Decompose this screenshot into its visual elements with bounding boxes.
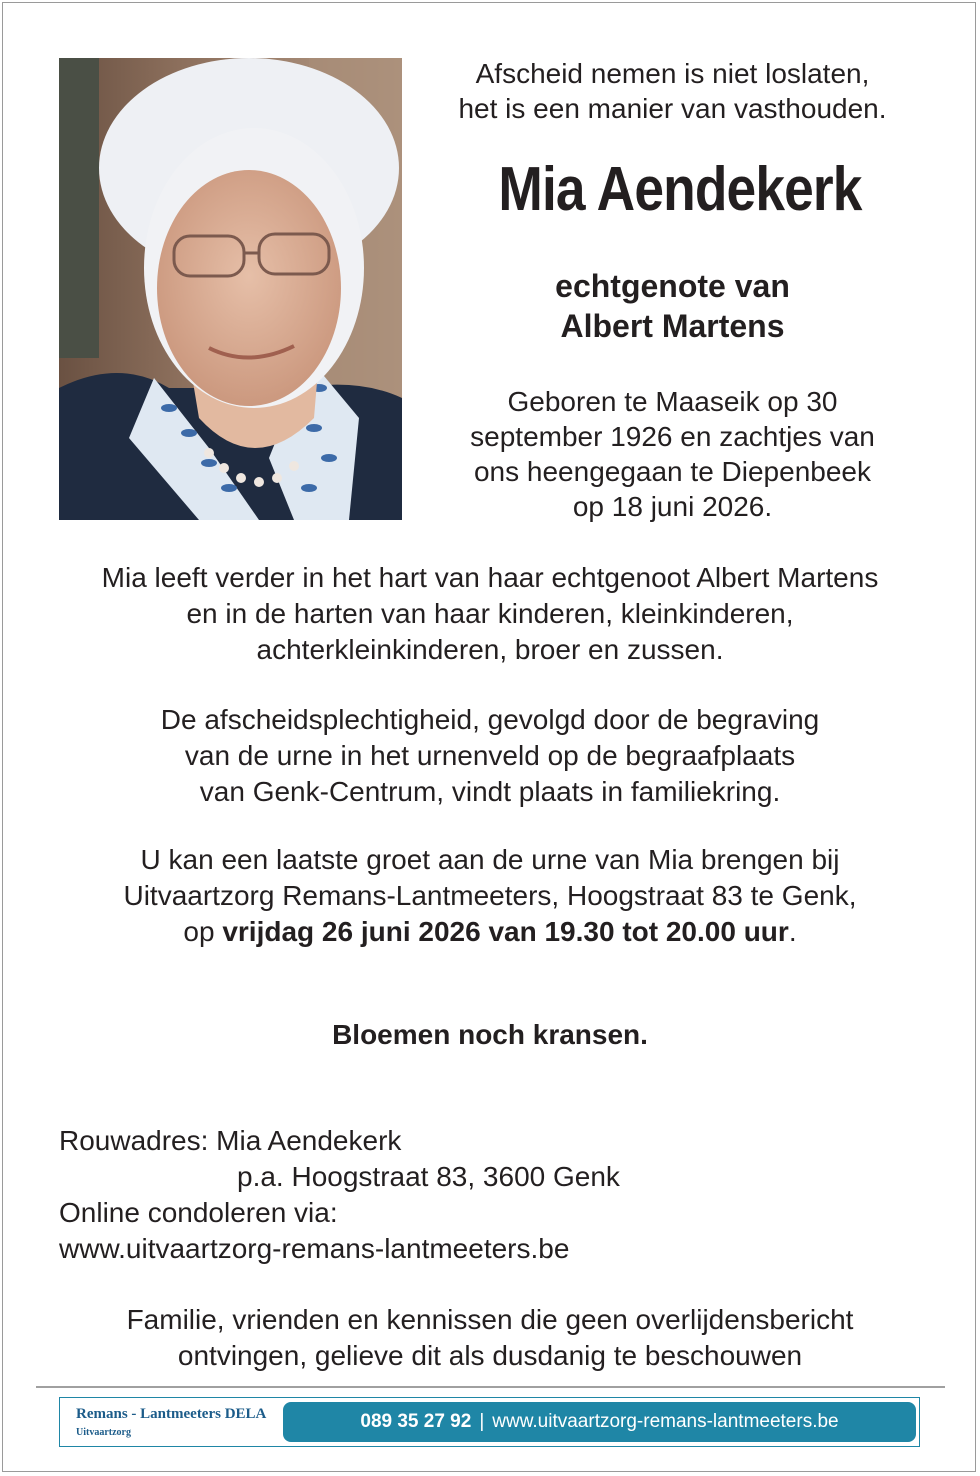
paragraph-line: De afscheidsplechtigheid, gevolgd door de begraving: [160, 704, 820, 735]
spouse-relation: echtgenote van: [555, 268, 790, 304]
contact-bar: [283, 1402, 916, 1442]
born-line: september 1926 en zachtjes van: [470, 421, 875, 452]
date-suffix: .: [788, 916, 797, 947]
flowers-notice: Bloemen noch kransen.: [332, 1019, 648, 1050]
born-line: op 18 juni 2026.: [572, 491, 773, 522]
paragraph-line: Mia leeft verder in het hart van haar echtgenoot Albert Martens: [101, 562, 879, 593]
spouse-name: Albert Martens: [560, 308, 785, 344]
born-line: Geboren te Maaseik op 30: [507, 386, 838, 417]
quote-line: Afscheid nemen is niet loslaten,: [475, 58, 870, 89]
contact-separator: |: [479, 1411, 485, 1432]
divider: [36, 1386, 945, 1388]
condolence-url[interactable]: www.uitvaartzorg-remans-lantmeeters.be: [59, 1233, 570, 1264]
ceremony-paragraph: [40, 702, 940, 810]
address-line: Rouwadres: Mia Aendekerk: [59, 1125, 402, 1156]
quote-line: het is een manier van vasthouden.: [458, 93, 887, 124]
condolence-label: Online condoleren via:: [59, 1197, 338, 1228]
closing-line: ontvingen, gelieve dit als dusdanig te beschouwen: [177, 1340, 803, 1371]
spouse-info: [420, 266, 925, 346]
paragraph-line: van de urne in het urnenveld op de begraafplaats: [184, 740, 796, 771]
paragraph-line: van Genk-Centrum, vindt plaats in familiekring.: [199, 776, 781, 807]
paragraph-line: Uitvaartzorg Remans-Lantmeeters, Hoogstraat 83 te Genk,: [123, 880, 857, 911]
mourning-address: [59, 1123, 939, 1267]
portrait-photo: [59, 58, 402, 520]
closing-line: Familie, vrienden en kennissen die geen overlijdensbericht: [126, 1304, 854, 1335]
family-paragraph: [40, 560, 940, 668]
visitation-time: vrijdag 26 juni 2026 van 19.30 tot 20.00 uur: [222, 916, 789, 947]
birth-death-info: [420, 384, 925, 524]
paragraph-line: achterkleinkinderen, broer en zussen.: [256, 634, 724, 665]
closing-note: [40, 1302, 940, 1374]
paragraph-line: U kan een laatste groet aan de urne van Mia brengen bij: [140, 844, 840, 875]
opening-quote: [420, 56, 925, 126]
paragraph-line: [40, 914, 940, 950]
date-prefix: op: [183, 916, 223, 947]
website-link[interactable]: www.uitvaartzorg-remans-lantmeeters.be: [492, 1411, 839, 1432]
deceased-name: Mia Aendekerk: [498, 155, 862, 224]
funeral-home-logo-sub: Uitvaartzorg: [76, 1427, 131, 1438]
born-line: ons heengegaan te Diepenbeek: [473, 456, 871, 487]
funeral-home-logo: Remans - Lantmeeters DELA: [76, 1406, 267, 1422]
farewell-paragraph: [40, 842, 940, 950]
phone-number[interactable]: 089 35 27 92: [360, 1411, 472, 1432]
funeral-home-banner: [59, 1397, 920, 1447]
paragraph-line: en in de harten van haar kinderen, kleinkinderen,: [186, 598, 794, 629]
address-line: p.a. Hoogstraat 83, 3600 Genk: [237, 1161, 620, 1192]
